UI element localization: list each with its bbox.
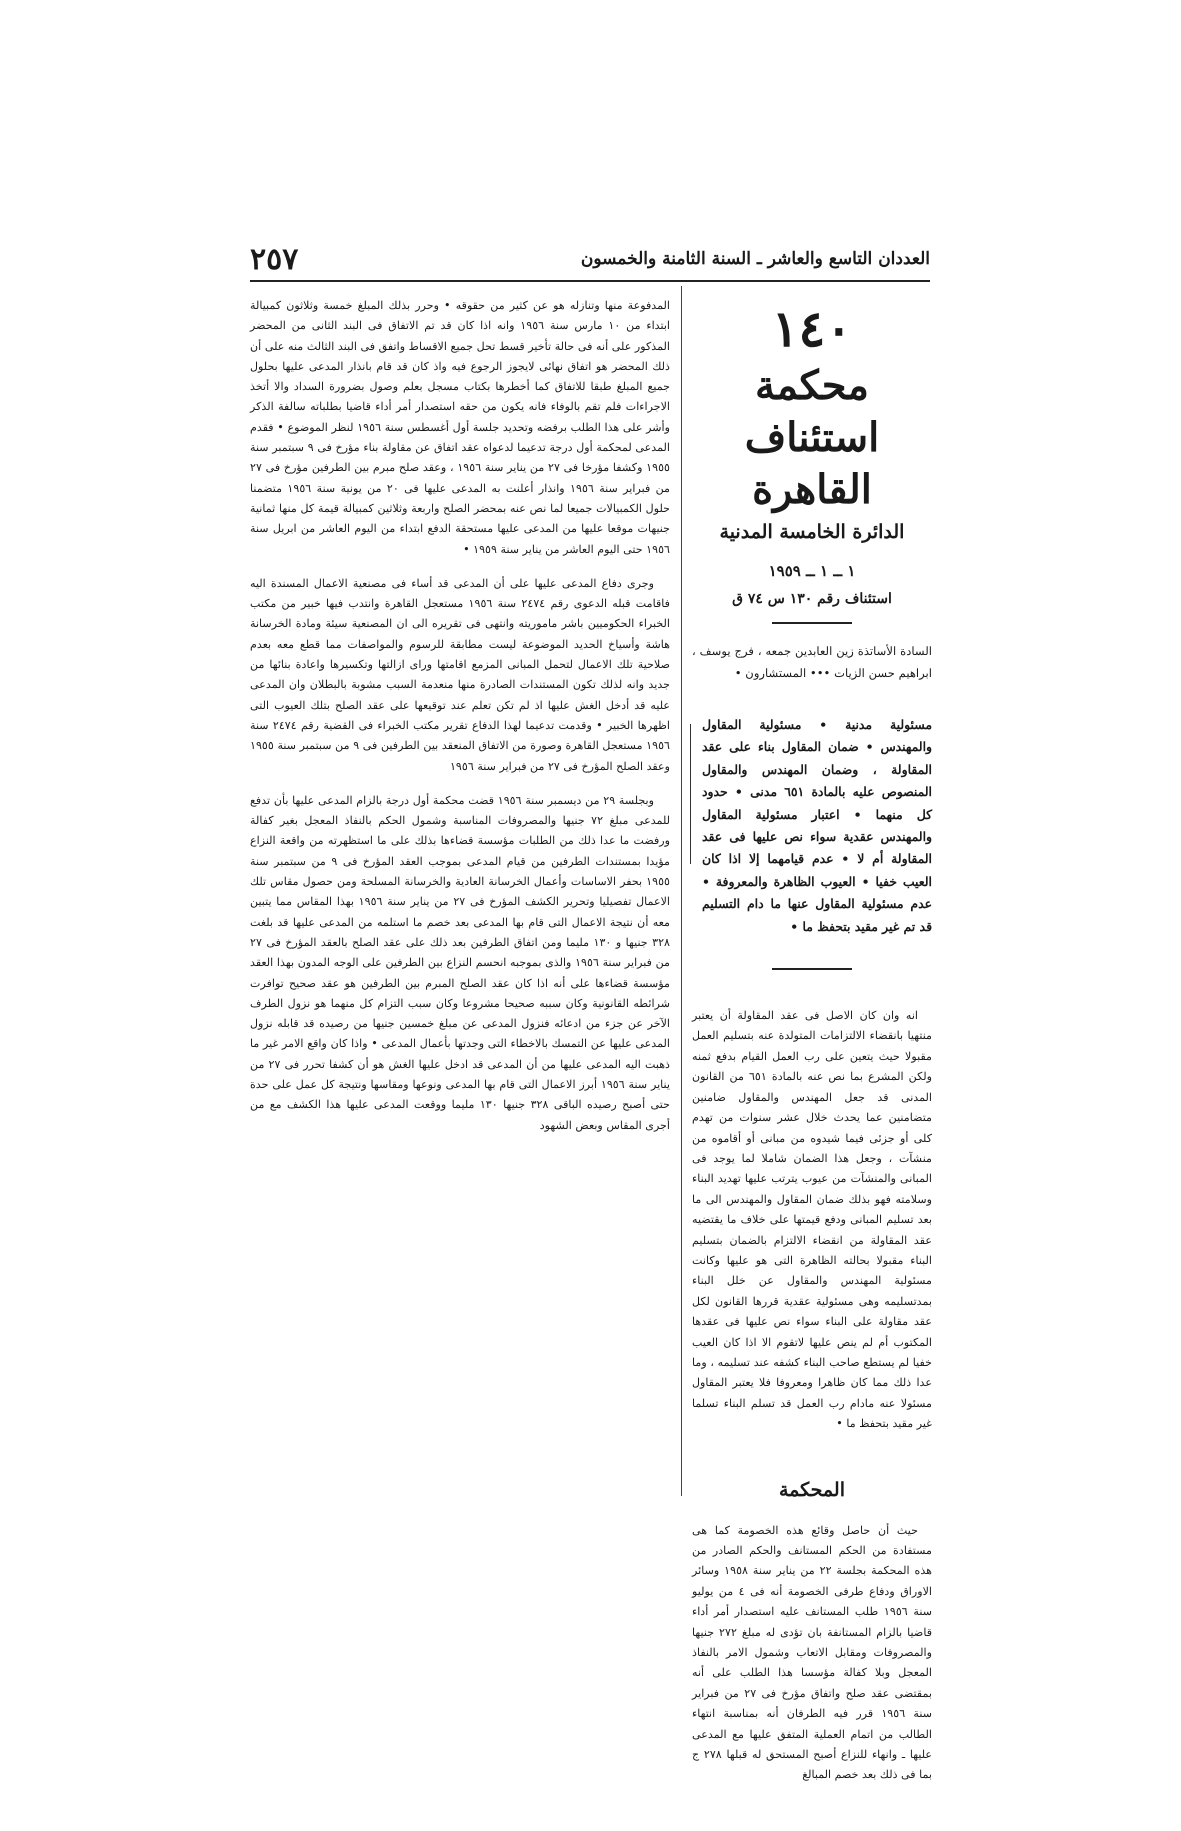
- right-column: [692, 296, 932, 1786]
- divider: [772, 968, 852, 970]
- case-number: ١٤٠: [771, 299, 853, 358]
- section-heading: المحكمة: [779, 1478, 845, 1501]
- principle-paragraph: انه وان كان الاصل فى عقد المقاولة أن يعتبر منتهيا بانقضاء الالتزامات المتولدة عنه بتسليم العمل مقبولا حيث يتعين على رب العمل القيام بدفع ثمنه ولكن المشرع بما نص عنه بالمادة ٦٥١ من القانون المدنى قد جعل المهندس والمقاول ضامنين متضامنين عما يحدث خلال عشر سنوات من تهدم كلى أو جزئى فيما شيدوه من مبانى أو أقاموه من منشآت ، وجعل هذا الضمان شاملا لما يوجد فى المبانى والمنشآت من عيوب يترتب عليها تهديد البناء وسلامته فهو بذلك ضمان المقاول والمهندس الى ما بعد تسليم المبانى ودفع قيمتها على خلاف ما يقتضيه عقد المقاولة من انقضاء الالتزام بالضمان بتسليم البناء مقبولا بحالته الظاهرة التى هو عليها وكانت مسئولية المهندس والمقاول عن خلل البناء بمدتسليمه وهى مسئولية عقدية قررها القانون لكل عقد مقاولة على البناء سواء نص عليها فى عقدها المكتوب أم لم ينص عليها لاتقوم الا اذا كان العيب خفيا لم يستطع صاحب البناء كشفه عند تسليمه ، وما عدا ذلك مما كان ظاهرا ومعروفا فلا يعتبر المقاول مسئولا عنه مادام رب العمل قد تسلم البناء تسلما غير مقيد بتحفظ ما •: [692, 1009, 932, 1431]
- court-division: الدائرة الخامسة المدنية: [719, 521, 905, 543]
- left-column: [250, 296, 670, 1150]
- body-paragraph: وجرى دفاع المدعى عليها على أن المدعى قد أساء فى مصنعية الاعمال المسندة اليه فاقامت قبله الدعوى رقم ٢٤٧٤ سنة ١٩٥٦ مستعجل القاهرة وانتدب فيها خبير من مكتب الخبراء الحكوميين باشر ماموريته وانتهى فى تقريره الى ان المصنعية سيئة ومادة الخرسانة هاشة وأسياخ الحديد الموضوعة ليست مطابقة للرسوم والمواصفات مما قطع معه بعدم صلاحية تلك الاعمال لتحمل المبانى المزمع اقامتها وراى ازالتها وتكسيرها واعادة بنائها من جديد وانه لذلك تكون المستندات الصادرة منها منعدمة السبب مشوبة بالبطلان وان المدعى عليه قد أدخل الغش عليها اذ لم تكن تعلم عند توقيعها على عقد الصلح بتلك العيوب التى اظهرها الخبير • وقدمت تدعيما لهذا الدفاع تقرير مكتب الخبراء فى القضية رقم ٢٤٧٤ سنة ١٩٥٦ مستعجل القاهرة وصورة من الاتفاق المنعقد بين الطرفين فى ٩ من سبتمبر سنة ١٩٥٥ وعقد الصلح المؤرخ فى ٢٧ من فبراير سنة ١٩٥٦: [250, 576, 670, 773]
- column-rule: [681, 286, 682, 1496]
- body-paragraph: المدفوعة منها وتنازله هو عن كثير من حقوقه • وحرر بذلك المبلغ خمسة وثلاثون كمبيالة ابتداء من ١٠ مارس سنة ١٩٥٦ وانه اذا كان قد تم الاتفاق فى البند الثانى من المحضر المذكور على أنه فى حالة تأخير قسط تحل جميع الاقساط واتفق فى البند الثالث منه على أن ذلك المحضر هو اتفاق نهائى لايجوز الرجوع فيه واذ كان قد قام بانذار المدعى عليها بحلول جميع المبلغ طبقا للاتفاق كما أخطرها بكتاب مسجل بعلم وصول بضرورة السداد والا أتخذ الاجراءات فلم تقم بالوفاء فانه يكون من حقه استصدار أمر أداء قاضيا بطلباته سالفة الذكر وأشر على هذا الطلب برفضه وتحديد جلسة أول أغسطس سنة ١٩٥٦ لنظر الموضوع • فقدم المدعى لمحكمة أول درجة تدعيما لدعواه عقد اتفاق عن مقاولة بناء مؤرخ فى ٩ سبتمبر سنة ١٩٥٥ وكشفا مؤرخا فى ٢٧ من يناير سنة ١٩٥٦ ، وعقد صلح مبرم بين الطرفين مؤرخ فى ٢٧ من فبراير سنة ١٩٥٦ وانذار أعلنت به المدعى عليها فى ٢٠ من يونية سنة ١٩٥٦ متضمنا حلول الكمبيالات جميعا لما نص عنه بمحضر الصلح واربعة وثلاثين كمبيالة قيمة كل منها ثمانية جنيهات موقعا عليها من المدعى عليها مستحقة الدفع ابتداء من اليوم العاشر من ابريل سنة ١٩٥٦ حتى اليوم العاشر من يناير سنة ١٩٥٩ •: [250, 299, 671, 556]
- judgment-date: ١ ــ ١ ــ ١٩٥٩: [768, 562, 856, 580]
- headnote-margin-line: [690, 724, 691, 864]
- page-number: ٢٥٧: [250, 241, 299, 277]
- page-header: [250, 242, 930, 276]
- judgment-paragraph: حيث أن حاصل وقائع هذه الخصومة كما هى مستفادة من الحكم المستانف والحكم الصادر من هذه المحكمة بجلسة ٢٢ من يناير سنة ١٩٥٨ وسائر الاوراق ودفاع طرفى الخصومة أنه فى ٤ من يوليو سنة ١٩٥٦ طلب المستانف عليه استصدار أمر أداء قاضيا بالزام المستانفة بان تؤدى له مبلغ ٢٧٢ جنيها والمصروفات ومقابل الاتعاب وشمول الامر بالنفاذ المعجل وبلا كفالة مؤسسا هذا الطلب على أنه بمقتضى عقد صلح واتفاق مؤرخ فى ٢٧ من فبراير سنة ١٩٥٦ قرر فيه الطرفان أنه بمناسبة انتهاء الطالب من اتمام العملية المتفق عليها مع المدعى عليها ـ وانهاء للنزاع أصبح المستحق له قبلها ٢٧٨ ج بما فى ذلك بعد خصم المبالغ: [692, 1523, 933, 1782]
- judges-list: السادة الأساتذة زين العابدين جمعه ، فرج يوسف ، ابراهيم حسن الزيات ••• المستشارون •: [692, 644, 932, 680]
- headnote-text: مسئولية مدنية • مسئولية المقاول والمهندس • ضمان المقاول بناء على عقد المقاولة ، وضمان المهندس والمقاول المنصوص عليه بالمادة ٦٥١ مدنى • حدود كل منهما • اعتبار مسئولية المقاول والمهندس عقدية سواء نص عليها فى عقد المقاولة أم لا • عدم قيامهما إلا اذا كان العيب خفيا • العيوب الظاهرة والمعروفة • عدم مسئولية المقاول عنها ما دام التسليم قد تم غير مقيد بتحفظ ما •: [702, 717, 932, 934]
- judgment-text: [692, 1521, 932, 1786]
- court-name: محكمة استئناف القاهرة: [744, 362, 880, 513]
- headnote: [692, 714, 932, 938]
- legal-principle: [692, 1006, 932, 1435]
- header-rule: [250, 280, 930, 282]
- body-paragraph: وبجلسة ٢٩ من ديسمبر سنة ١٩٥٦ قضت محكمة أول درجة بالزام المدعى عليها بأن تدفع للمدعى مبلغ ٧٢ جنيها والمصروفات المناسبة وشمول الحكم بالنفاذ المعجل بغير كفالة ورفضت ما عدا ذلك من الطلبات مؤسسة قضاءها بذلك على ما استظهرته من واقعة النزاع مؤيدا بمستندات الطرفين من قيام المدعى بموجب العقد المؤرخ فى ٩ من سبتمبر سنة ١٩٥٥ بحفر الاساسات وأعمال الخرسانة العادية والخرسانة المسلحة ومن حصول مقاس تلك الاعمال تفصيليا وتحرير الكشف المؤرخ فى ٢٧ من يناير سنة ١٩٥٦ بهذا المقاس مما يتبين معه أن نتيجة الاعمال التى قام بها المدعى بعد خصم ما استلمه من المدعى عليها قد بلغت ٣٢٨ جنيها و ١٣٠ مليما ومن اتفاق الطرفين بعد ذلك على عقد الصلح بالعقد المؤرخ فى ٢٧ من فبراير سنة ١٩٥٦ والذى بموجبه انحسم النزاع بين الطرفين على الوجه المدون بهذا العقد مؤسسة قضاءها على أنه اذا كان عقد الصلح المبرم بين الطرفين هو عقد صحيح توافرت شرائطه القانونية وكان سببه صحيحا مشروعا وكان سبب التزام كل منهما هو نزول الطرف الآخر عن جزء من ادعائه فنزول المدعى عن مبلغ خمسين جنيها من رصيده قد قابله نزول المدعى عليها عن التمسك بالاخطاء التى وجدتها بأعمال المدعى • واذا كان واقع الامر غير ما ذهبت اليه المدعى عليها من أن المدعى قد ادخل عليها الغش هو أن كشفا تحرر فى ٢٧ من يناير سنة ١٩٥٦ أبرز الاعمال التى قام بها المدعى ونوعها ومقاسها ونتيجة كل عمل على حدة حتى أصبح رصيده الباقى ٣٢٨ جنيها ١٣٠ مليما ووقعت المدعى عليها هذا الكشف مع من أجرى المقاس وبعض الشهود: [250, 793, 671, 1132]
- running-title: العددان التاسع والعاشر ـ السنة الثامنة والخمسون: [580, 249, 930, 269]
- divider: [772, 622, 852, 624]
- appeal-number: استئناف رقم ١٣٠ س ٧٤ ق: [732, 591, 892, 607]
